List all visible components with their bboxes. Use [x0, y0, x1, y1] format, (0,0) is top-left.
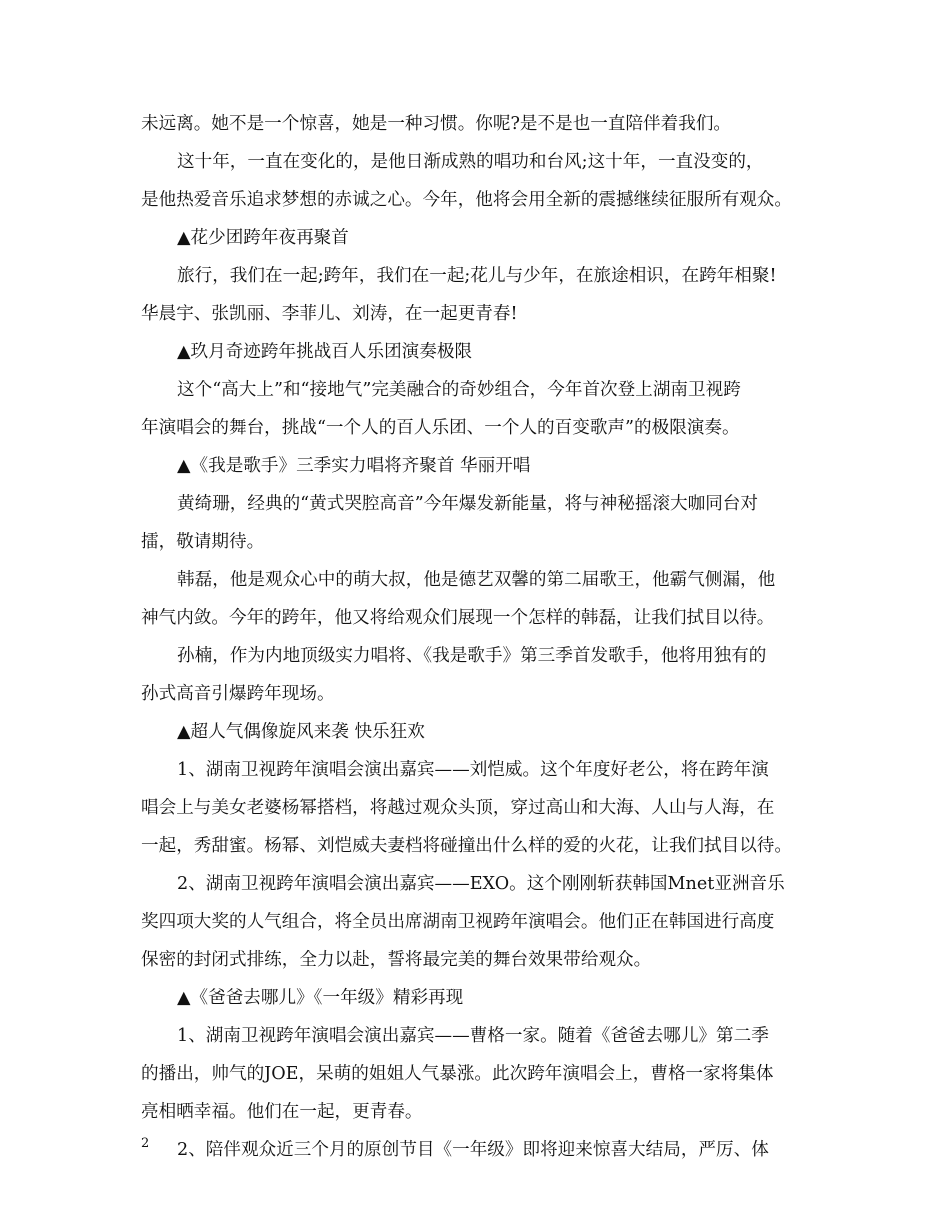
text-line: 是他热爱音乐追求梦想的赤诚之心。今年，他将会用全新的震撼继续征服所有观众。: [141, 190, 792, 210]
text-line: 一起，秀甜蜜。杨幂、刘恺威夫妻档将碰撞出什么样的爱的火花，让我们拭目以待。: [141, 836, 792, 856]
text-line: 这个“高大上”和“接地气”完美融合的奇妙组合，今年首次登上湖南卫视跨: [177, 380, 741, 400]
text-line: 奖四项大奖的人气组合，将全员出席湖南卫视跨年演唱会。他们正在韩国进行高度: [141, 912, 775, 932]
text-line: 神气内敛。今年的跨年，他又将给观众们展现一个怎样的韩磊，让我们拭目以待。: [141, 608, 775, 628]
text-line: 年演唱会的舞台，挑战“一个人的百人乐团、一个人的百变歌声”的极限演奏。: [141, 418, 740, 438]
text-line: 华晨宇、张凯丽、李菲儿、刘涛，在一起更青春!: [141, 304, 518, 324]
text-line: 1、湖南卫视跨年演唱会演出嘉宾——曹格一家。随着《爸爸去哪儿》第二季: [177, 1026, 769, 1046]
text-line: 2、陪伴观众近三个月的原创节目《一年级》即将迎来惊喜大结局，严厉、体: [177, 1140, 769, 1160]
section-heading: ▲玖月奇迹跨年挑战百人乐团演奏极限: [177, 342, 473, 362]
text-line: 2、湖南卫视跨年演唱会演出嘉宾——EXO。这个刚刚斩获韩国Mnet亚洲音乐: [177, 874, 785, 894]
text-line: 孙式高音引爆跨年现场。: [141, 684, 335, 704]
text-line: 这十年，一直在变化的，是他日渐成熟的唱功和台风;这十年，一直没变的，: [177, 152, 764, 172]
text-line: 孙楠，作为内地顶级实力唱将、《我是歌手》第三季首发歌手，他将用独有的: [177, 646, 767, 666]
text-line: 的播出，帅气的JOE，呆萌的姐姐人气暴涨。此次跨年演唱会上，曹格一家将集体: [141, 1064, 774, 1084]
text-line: 1、湖南卫视跨年演唱会演出嘉宾——刘恺威。这个年度好老公，将在跨年演: [177, 760, 769, 780]
text-line: 唱会上与美女老婆杨幂搭档，将越过观众头顶，穿过高山和大海、人山与人海，在: [141, 798, 775, 818]
page-number: 2: [141, 1136, 150, 1151]
text-line: 未远离。她不是一个惊喜，她是一种习惯。你呢?是不是也一直陪伴着我们。: [141, 114, 732, 134]
text-line: 黄绮珊，经典的“黄式哭腔高音”今年爆发新能量，将与神秘摇滚大咖同台对: [177, 494, 758, 514]
section-heading: ▲《我是歌手》三季实力唱将齐聚首 华丽开唱: [177, 456, 531, 476]
section-heading: ▲超人气偶像旋风来袭 快乐狂欢: [177, 722, 425, 742]
text-line: 亮相晒幸福。他们在一起，更青春。: [141, 1102, 423, 1122]
section-heading: ▲花少团跨年夜再聚首: [177, 228, 349, 248]
text-line: 韩磊，他是观众心中的萌大叔，他是德艺双馨的第二届歌王，他霸气侧漏，他: [177, 570, 776, 590]
text-line: 旅行，我们在一起;跨年，我们在一起;花儿与少年，在旅途相识，在跨年相聚!: [177, 266, 777, 286]
section-heading: ▲《爸爸去哪儿》《一年级》精彩再现: [177, 988, 464, 1008]
text-line: 保密的封闭式排练，全力以赴，誓将最完美的舞台效果带给观众。: [141, 950, 652, 970]
text-line: 擂，敬请期待。: [141, 532, 265, 552]
